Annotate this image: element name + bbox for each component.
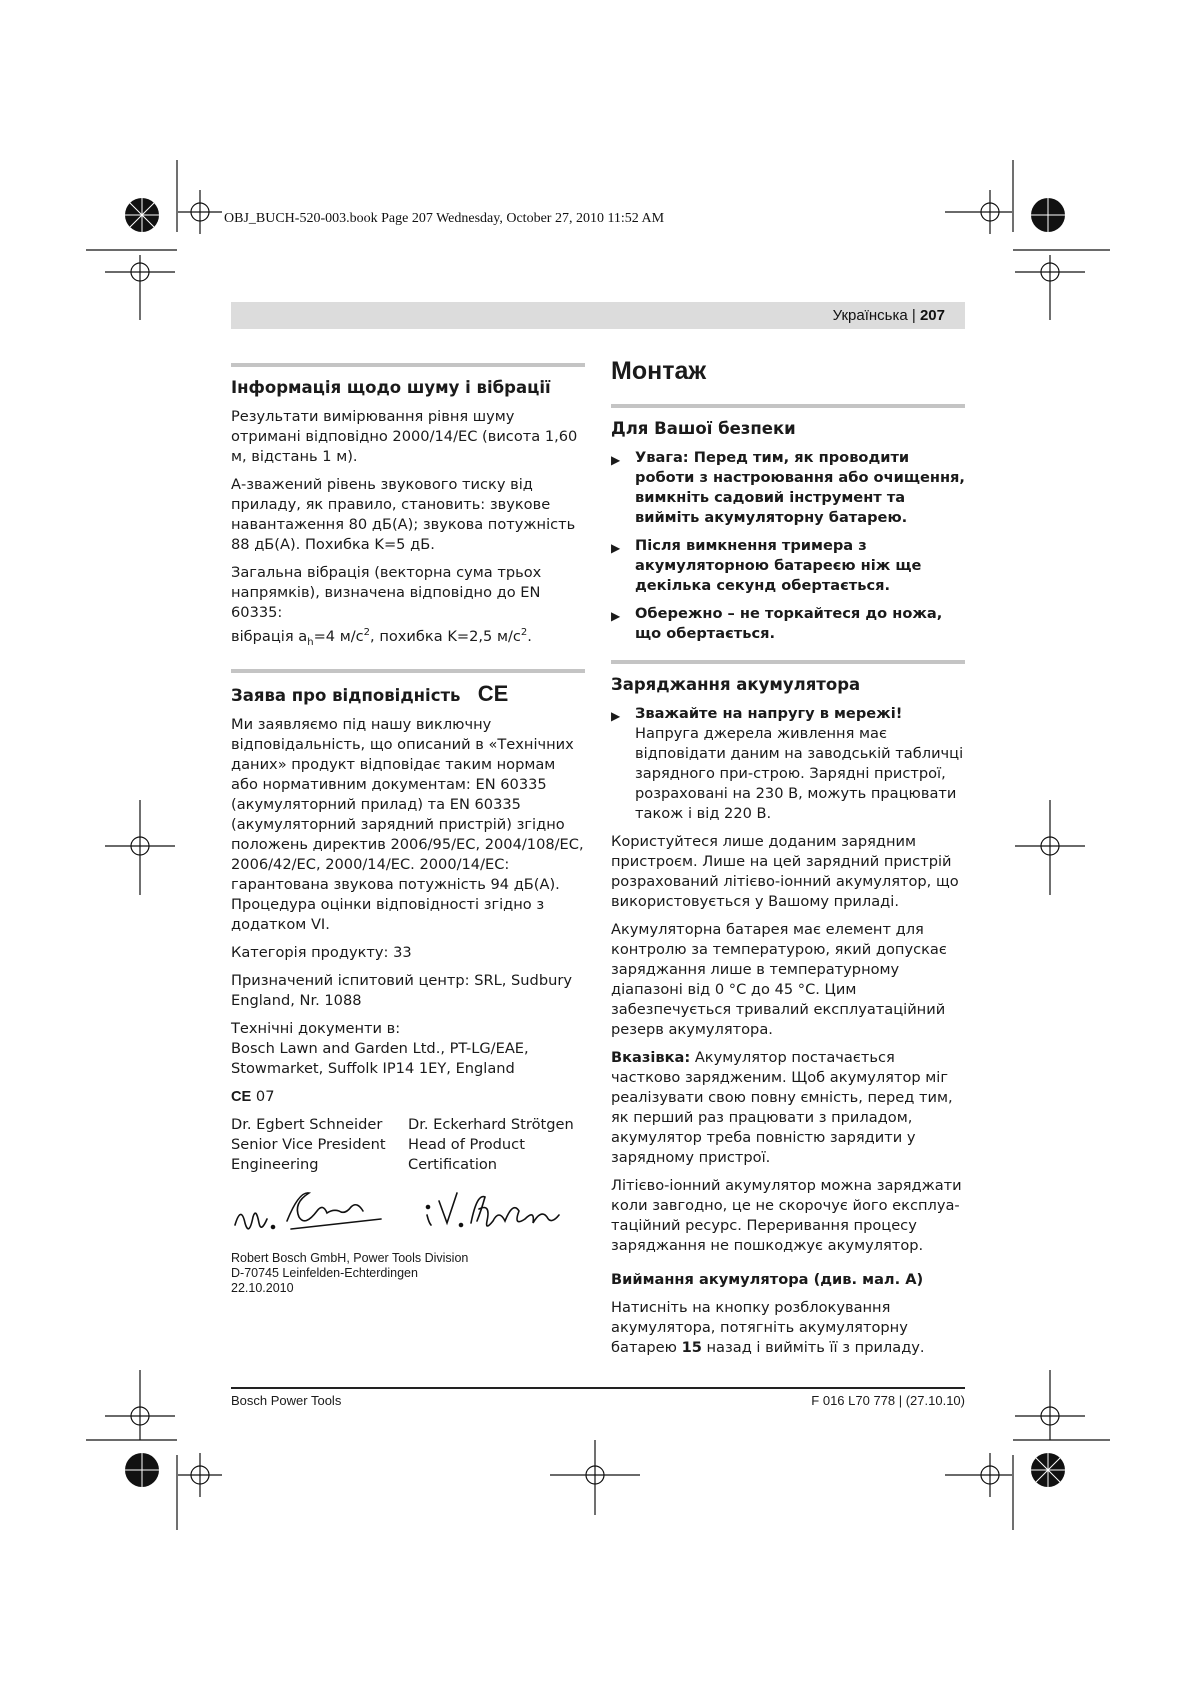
header-language: Українська [832,307,908,324]
note-text: Акумулятор постачається частково зарядженим. Щоб акумулятор міг реалізувати свою повну ємність, перед тим, як перший раз працювати з приладом, акумулятор треба повністю зарядити у зарядному пристрої. [611,1049,953,1166]
vibration-values [231,623,585,653]
bullet-arrow-icon: ▶ [611,709,621,723]
safety-title: Для Вашої безпеки [611,419,796,438]
tech-docs-address: Bosch Lawn and Garden Ltd., PT-LG/EAE, Stowmarket, Suffolk IP14 1EY, England [231,1039,529,1077]
company-address [231,1251,585,1296]
signatures [231,1181,585,1245]
part-number: 15 [681,1339,702,1356]
noise-para-1: Результати вимірювання рівня шуму отримані відповідно 2000/14/EC (висота 1,60 м, відстань 1 м). [231,408,578,465]
noise-para-2: А-зважений рівень звукового тиску від приладу, як правило, становить: звукове навантаження 80 дБ(А); звукова потужність 88 дБ(А). Похибка K=5 дБ. [231,476,576,553]
removal-text-1: Натисніть на кнопку розблокування акумулятора, потягніть акумуляторну батарею [611,1299,908,1356]
conformity-para-4 [231,1019,585,1079]
footer-doc-number: F 016 L70 778 | (27.10.10) [811,1393,965,1408]
bullet-arrow-icon: ▶ [611,541,621,555]
vibration-tolerance: , похибка K=2,5 м/с [370,627,521,645]
vibration-label: вібрація a [231,627,308,645]
header-separator: | [907,307,920,324]
note-label: Вказівка: [611,1049,691,1066]
vibration-sub: h [307,636,314,648]
signer-name: Dr. Egbert Schneider [231,1115,383,1133]
bullet-arrow-icon: ▶ [611,609,621,623]
address-line-1: Robert Bosch GmbH, Power Tools Division [231,1250,469,1265]
signer-title: Certification [408,1155,498,1173]
safety-bullet-2 [611,536,965,596]
section-rule [611,404,965,408]
section-rule [231,669,585,673]
signer-name: Dr. Eckerhard Strötgen [408,1115,574,1133]
vibration-sup-1: 2 [363,627,371,638]
conformity-title-text: Заява про відповідність [231,685,461,705]
vibration-sup-2: 2 [520,627,528,638]
conformity-para-3: Призначений іспитовий центр: SRL, Sudbury England, Nr. 1088 [231,971,572,1009]
page-number: 207 [919,307,945,324]
noise-title: Інформація щодо шуму і вібрації [231,378,551,397]
bullet-text: Після вимкнення тримера з акумуляторною батареєю ніж ще декілька секунд обертається. [635,537,922,594]
address-line-2: D-70745 Leinfelden-Echterdingen [231,1265,418,1280]
safety-bullet-3 [611,604,965,644]
signer-2 [408,1115,585,1175]
conformity-title [231,680,585,707]
conformity-para-1: Ми заявляємо під нашу виключну відповідальність, що описаний в «Технічних даних» продукт відповідає таким нормам або нормативним документам: EN 60335 (акумуляторний прилад) та EN 60335 (акумуляторний зарядний пристрій) згідно положень директив 2006/95/EC, 2004/108/EC, 2006/42/EC, 2000/14/EC. 2000/14/EC: гарантована звукова потужність 94 дБ(А). Процедура оцінки відповідності згідно з додатком VI. [231,715,584,933]
footer-brand: Bosch Power Tools [231,1393,342,1408]
vibration-intro: Загальна вібрація (векторна сума трьох напрямків), визначена відповідно до EN 60335: [231,564,542,621]
ce-mark-small-icon: CE [231,1088,252,1105]
ce-mark-icon: CE [477,680,509,706]
declaration-date: 22.10.2010 [231,1280,294,1295]
noise-para-3 [231,563,585,623]
voltage-warning: Зважайте на напругу в мережі! [635,705,903,722]
signer-title: Head of Product [408,1135,525,1153]
bullet-arrow-icon: ▶ [611,453,621,467]
section-rule [231,363,585,367]
handwritten-signatures [231,1181,585,1245]
charging-para-3 [611,1048,965,1168]
bullet-text: Увага: Перед тим, як проводити роботи з настроювання або очищення, вимкніть садовий інструмент та вийміть акумуляторну батарею. [635,449,965,526]
left-column [231,363,585,1296]
ce-year-value: 07 [255,1087,275,1105]
battery-removal-text [611,1298,965,1358]
signer-title: Senior Vice President [231,1135,386,1153]
print-info-line: OBJ_BUCH-520-003.book Page 207 Wednesday, October 27, 2010 11:52 AM [224,211,665,226]
bullet-text: Обережно – не торкайтеся до ножа, що обертається. [635,605,943,642]
safety-bullet-1 [611,448,965,528]
assembly-title: Монтаж [611,357,707,385]
battery-removal-title: Виймання акумулятора (див. мал. A) [611,1271,924,1288]
page-header-bar [231,302,965,329]
charging-para-1: Користуйтеся лише доданим зарядним пристроєм. Лише на цей зарядний пристрій розрахований літієво-іонний акумулятор, що використовується у Вашому приладі. [611,833,959,910]
removal-text-2: назад і вийміть її з приладу. [701,1339,925,1356]
page-header [833,307,945,324]
signer-title: Engineering [231,1155,319,1173]
footer-rule [231,1387,965,1389]
charging-para-4: Літієво-іонний акумулятор можна заряджати коли завгодно, це не скорочує його експлуа-таційний ресурс. Переривання процесу заряджання не пошкоджує акумулятор. [611,1177,962,1254]
right-column [611,356,965,1366]
tech-docs-label: Технічні документи в: [231,1019,401,1037]
vibration-end: . [527,627,532,645]
charging-title: Заряджання акумулятора [611,675,861,694]
section-rule [611,660,965,664]
conformity-para-2: Категорія продукту: 33 [231,943,412,961]
vibration-value: =4 м/с [313,627,364,645]
charging-bullet-1 [611,704,965,824]
signer-1 [231,1115,408,1175]
bullet-text [635,704,965,824]
ce-year [231,1087,585,1107]
charging-para-2: Акумуляторна батарея має елемент для контролю за температурою, який допускає заряджання лише в температурному діапазоні від 0 °C до 45 °C. Цим забезпечується тривалий експлуатаційний резерв акумулятора. [611,921,947,1038]
signers [231,1115,585,1175]
voltage-text: Напруга джерела живлення має відповідати даним на заводській табличці зарядного при-строю. Зарядні пристрої, розраховані на 230 В, можуть працювати також і від 220 В. [635,725,964,822]
